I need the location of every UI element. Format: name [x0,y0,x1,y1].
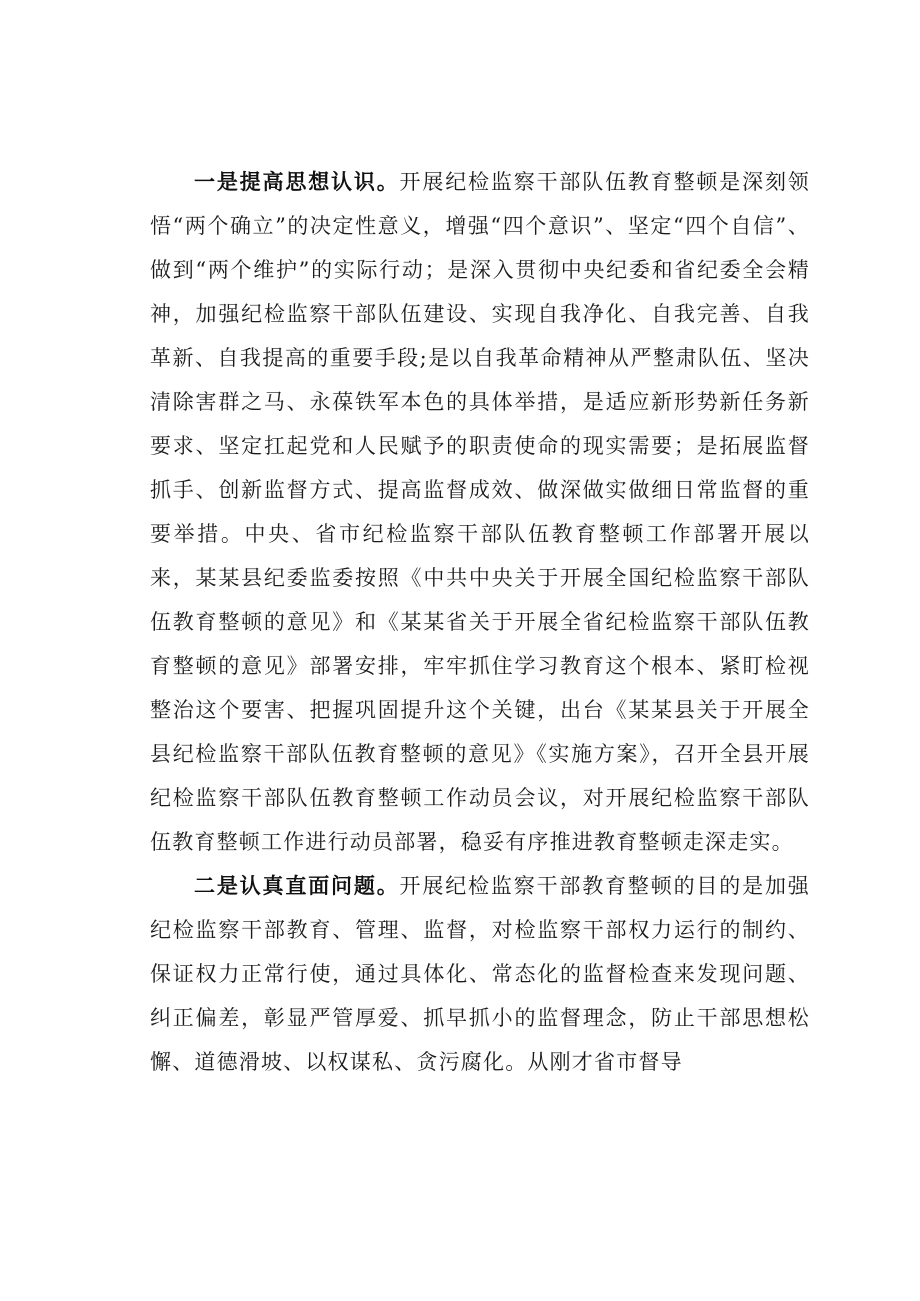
paragraph-1-lead: 一是提高思想认识。 [194,169,400,194]
paragraph-1 [150,160,810,864]
paragraph-2-lead: 二是认真直面问题。 [194,873,400,898]
paragraph-2-text: 开展纪检监察干部教育整顿的目的是加强纪检监察干部教育、管理、监督，对检监察干部权力运行的制约、保证权力正常行使，通过具体化、常态化的监督检查来发现问题、纠正偏差，彰显严管厚爱、抓早抓小的监督理念，防止干部思想松懈、道德滑坡、以权谋私、贪污腐化。从刚才省市督导 [150,874,810,1074]
document-body [150,160,810,1084]
paragraph-2 [150,864,810,1084]
paragraph-1-text: 开展纪检监察干部队伍教育整顿是深刻领悟“两个确立”的决定性意义，增强“四个意识”、坚定“四个自信”、做到“两个维护”的实际行动；是深入贯彻中央纪委和省纪委全会精神，加强纪检监察干部队伍建设、实现自我净化、自我完善、自我革新、自我提高的重要手段;是以自我革命精神从严整肃队伍、坚决清除害群之马、永葆铁军本色的具体举措，是适应新形势新任务新要求、坚定扛起党和人民赋予的职责使命的现实需要；是拓展监督抓手、创新监督方式、提高监督成效、做深做实做细日常监督的重要举措。中央、省市纪检监察干部队伍教育整顿工作部署开展以来，某某县纪委监委按照《中共中央关于开展全国纪检监察干部队伍教育整顿的意见》和《某某省关于开展全省纪检监察干部队伍教育整顿的意见》部署安排，牢牢抓住学习教育这个根本、紧盯检视整治这个要害、把握巩固提升这个关键，出台《某某县关于开展全县纪检监察干部队伍教育整顿的意见》《实施方案》，召开全县开展纪检监察干部队伍教育整顿工作动员会议，对开展纪检监察干部队伍教育整顿工作进行动员部署，稳妥有序推进教育整顿走深走实。 [150,170,810,854]
